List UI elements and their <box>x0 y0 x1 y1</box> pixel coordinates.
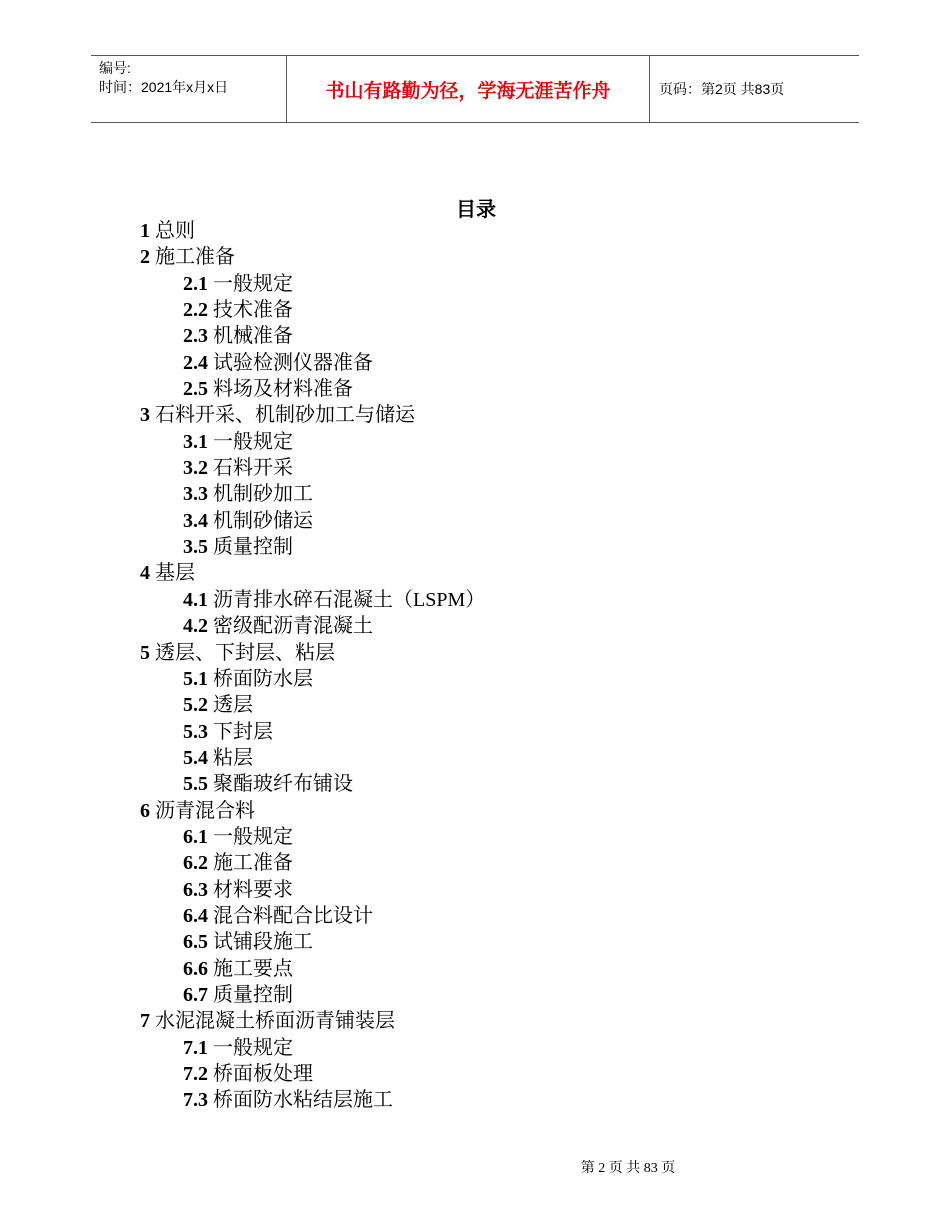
toc-entry-title: 沥青排水碎石混凝土（LSPM） <box>213 588 486 611</box>
toc-entry[interactable] <box>140 218 485 244</box>
toc-entry[interactable] <box>140 771 485 797</box>
toc-entry-title: 透层、下封层、粘层 <box>155 641 335 664</box>
toc-entry-title: 沥青混合料 <box>155 799 255 822</box>
toc-entry[interactable] <box>140 1035 485 1061</box>
toc-entry-number: 4 <box>140 562 150 585</box>
toc-entry-title: 机械准备 <box>213 325 293 348</box>
toc-entry[interactable] <box>140 929 485 955</box>
toc-entry[interactable] <box>140 824 485 850</box>
toc-entry[interactable] <box>140 376 485 402</box>
toc-entry-title: 材料要求 <box>213 878 293 901</box>
toc-title: 目录 <box>456 199 496 221</box>
toc-entry-title: 试验检测仪器准备 <box>213 351 373 374</box>
toc-entry-title: 石料开采、机制砂加工与储运 <box>155 404 415 427</box>
toc-entry-number: 2.2 <box>183 299 208 322</box>
toc-entry-number: 4.1 <box>183 588 208 611</box>
toc-entry-title: 质量控制 <box>213 983 293 1006</box>
toc-entry-title: 试铺段施工 <box>213 931 313 954</box>
toc-entry[interactable] <box>140 1061 485 1087</box>
toc-entry-title: 基层 <box>155 562 195 585</box>
toc-entry[interactable] <box>140 1087 485 1113</box>
toc-entry[interactable] <box>140 350 485 376</box>
toc-entry-title: 技术准备 <box>213 299 293 322</box>
toc-entry-number: 3 <box>140 404 150 427</box>
toc-entry[interactable] <box>140 323 485 349</box>
toc-entry[interactable] <box>140 297 485 323</box>
toc-entry-title: 桥面防水层 <box>213 667 313 690</box>
toc-entry-number: 6.4 <box>183 904 208 927</box>
toc-entry-number: 6.1 <box>183 825 208 848</box>
toc-entry-number: 3.4 <box>183 509 208 532</box>
toc-entry[interactable] <box>140 508 485 534</box>
page-header <box>91 55 859 123</box>
header-divider <box>649 56 650 122</box>
toc-entry-title: 质量控制 <box>213 536 293 559</box>
toc-entry-title: 透层 <box>213 694 253 717</box>
header-meta <box>99 59 228 97</box>
toc-entry-title: 施工准备 <box>155 246 235 269</box>
toc-entry-title: 混合料配合比设计 <box>213 904 373 927</box>
toc-entry-number: 5.3 <box>183 720 208 743</box>
toc-entry-title: 机制砂储运 <box>213 509 313 532</box>
toc-entry-number: 1 <box>140 220 150 242</box>
toc-entry[interactable] <box>140 587 485 613</box>
toc-entry[interactable] <box>140 798 485 824</box>
toc-entry-title: 一般规定 <box>213 1036 293 1059</box>
toc-entry-title: 桥面板处理 <box>213 1063 313 1085</box>
table-of-contents <box>140 218 485 1114</box>
toc-entry-number: 6.5 <box>183 931 208 954</box>
toc-entry-number: 7 <box>140 1010 150 1033</box>
toc-entry-title: 施工准备 <box>213 852 293 875</box>
toc-entry[interactable] <box>140 1008 485 1034</box>
toc-entry[interactable] <box>140 560 485 586</box>
toc-entry[interactable] <box>140 982 485 1008</box>
toc-entry-title: 水泥混凝土桥面沥青铺装层 <box>155 1010 395 1033</box>
toc-entry-number: 5 <box>140 641 150 664</box>
toc-entry-number: 2.1 <box>183 272 208 295</box>
toc-entry-title: 料场及材料准备 <box>213 378 353 401</box>
toc-entry-number: 6.7 <box>183 983 208 1006</box>
toc-entry[interactable] <box>140 640 485 666</box>
document-time: 时间：2021年x月x日 <box>99 79 229 95</box>
header-motto: 书山有路勤为径，学海无涯苦作舟 <box>325 80 611 102</box>
toc-entry-title: 桥面防水粘结层施工 <box>213 1089 393 1112</box>
toc-entry-title: 机制砂加工 <box>213 483 313 506</box>
toc-entry-title: 粘层 <box>213 746 253 769</box>
toc-entry[interactable] <box>140 666 485 692</box>
toc-entry[interactable] <box>140 877 485 903</box>
page-footer: 第 2 页 共 83 页 <box>580 1161 676 1176</box>
toc-entry-number: 7.1 <box>183 1036 208 1059</box>
toc-entry[interactable] <box>140 481 485 507</box>
toc-entry-number: 6.3 <box>183 878 208 901</box>
toc-entry-number: 5.4 <box>183 746 208 769</box>
toc-entry-number: 5.1 <box>183 667 208 690</box>
toc-entry-number: 2.3 <box>183 325 208 348</box>
toc-entry-number: 6.2 <box>183 852 208 875</box>
toc-entry[interactable] <box>140 903 485 929</box>
toc-entry-number: 2.4 <box>183 351 208 374</box>
toc-entry-title: 一般规定 <box>213 272 293 295</box>
toc-entry-number: 5.2 <box>183 694 208 717</box>
toc-entry[interactable] <box>140 429 485 455</box>
toc-entry-title: 石料开采 <box>213 457 293 480</box>
toc-entry-number: 3.2 <box>183 457 208 480</box>
toc-entry[interactable] <box>140 455 485 481</box>
toc-entry[interactable] <box>140 613 485 639</box>
toc-entry-number: 7.2 <box>183 1063 208 1085</box>
toc-entry-title: 聚酯玻纤布铺设 <box>213 773 353 796</box>
toc-entry-number: 2 <box>140 246 150 269</box>
toc-entry[interactable] <box>140 745 485 771</box>
toc-entry-number: 3.3 <box>183 483 208 506</box>
toc-entry[interactable] <box>140 402 485 428</box>
toc-entry-title: 一般规定 <box>213 825 293 848</box>
toc-entry[interactable] <box>140 692 485 718</box>
toc-entry-number: 2.5 <box>183 378 208 401</box>
toc-entry-number: 7.3 <box>183 1089 208 1112</box>
toc-entry-number: 5.5 <box>183 773 208 796</box>
toc-entry-title: 密级配沥青混凝土 <box>213 615 373 638</box>
toc-entry[interactable] <box>140 719 485 745</box>
toc-entry-number: 4.2 <box>183 615 208 638</box>
toc-entry[interactable] <box>140 271 485 297</box>
header-page-info: 页码：第2页 共83页 <box>659 81 785 97</box>
toc-entry-number: 6.6 <box>183 957 208 980</box>
toc-entry[interactable] <box>140 534 485 560</box>
toc-entry[interactable] <box>140 850 485 876</box>
toc-entry[interactable] <box>140 244 485 270</box>
toc-entry-number: 3.1 <box>183 430 208 453</box>
toc-entry-title: 施工要点 <box>213 957 293 980</box>
toc-entry-title: 一般规定 <box>213 430 293 453</box>
toc-entry-title: 总则 <box>155 220 195 242</box>
toc-entry-number: 3.5 <box>183 536 208 559</box>
document-number-label: 编号: <box>99 60 131 76</box>
toc-entry-title: 下封层 <box>213 720 273 743</box>
toc-entry[interactable] <box>140 956 485 982</box>
toc-entry-number: 6 <box>140 799 150 822</box>
